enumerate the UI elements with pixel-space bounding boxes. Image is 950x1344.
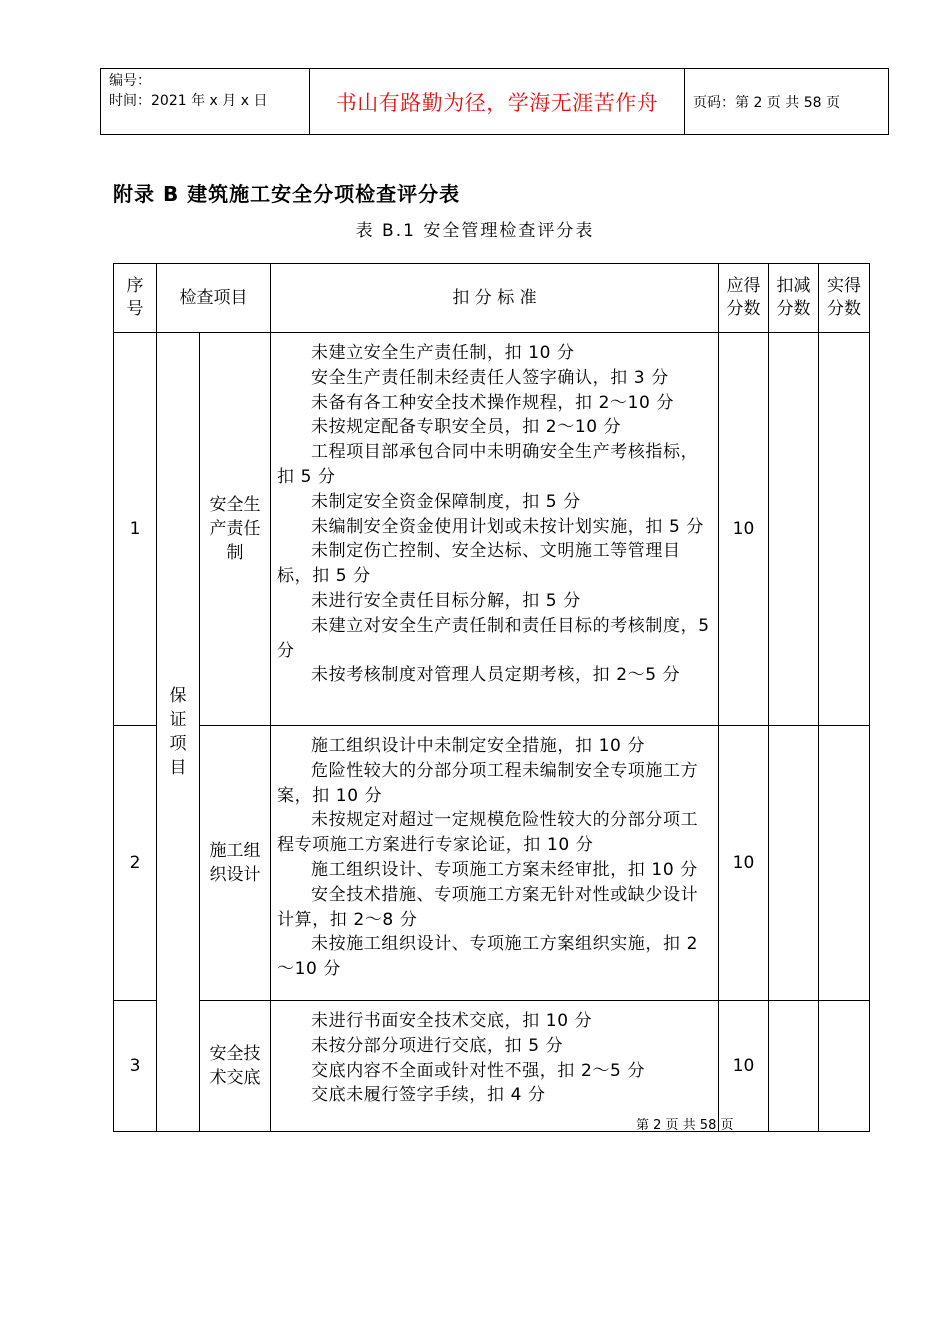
criteria-line: 未按规定对超过一定规模危险性较大的分部分项工程专项施工方案进行专家论证，扣 10 分 [277, 810, 699, 856]
row-due-score: 10 [719, 1001, 769, 1132]
criteria-line: 未编制安全资金使用计划或未按计划实施，扣 5 分 [311, 516, 705, 537]
col-due-score: 应得分数 [719, 264, 769, 333]
row-deduct-score [769, 1001, 819, 1132]
table-row [114, 333, 870, 726]
row-criteria [271, 1001, 719, 1132]
criteria-line: 未进行安全责任目标分解，扣 5 分 [311, 590, 581, 611]
criteria-line: 工程项目部承包合同中未明确安全生产考核指标，扣 5 分 [277, 442, 699, 487]
row-deduct-score [769, 333, 819, 726]
criteria-line: 未按分部分项进行交底，扣 5 分 [311, 1035, 564, 1056]
criteria-line: 施工组织设计中未制定安全措施，扣 10 分 [311, 736, 646, 756]
col-deduct-score: 扣减分数 [769, 264, 819, 333]
row-due-score: 10 [719, 726, 769, 1001]
row-item: 安全技术交底 [200, 1001, 271, 1132]
row-seq: 2 [114, 726, 157, 1001]
col-seq: 序号 [114, 264, 157, 333]
row-actual-score [819, 1001, 870, 1132]
criteria-line: 未按规定配备专职安全员，扣 2～10 分 [311, 417, 622, 438]
category-cell: 保证项目 [157, 333, 200, 1132]
table-title: 表 B.1 安全管理检查评分表 [355, 221, 595, 241]
table-row [114, 726, 870, 1001]
criteria-line: 未进行书面安全技术交底，扣 10 分 [311, 1011, 593, 1031]
row-seq: 1 [114, 333, 157, 726]
criteria-line: 安全技术措施、专项施工方案无针对性或缺少设计计算，扣 2～8 分 [277, 884, 699, 930]
criteria-line: 未制定伤亡控制、安全达标、文明施工等管理目标，扣 5 分 [277, 541, 681, 587]
col-check-item: 检查项目 [157, 264, 271, 333]
page-info: 页码：第 2 页 共 58 页 [685, 69, 889, 135]
criteria-line: 未建立对安全生产责任制和责任目标的考核制度，5 分 [277, 615, 710, 661]
appendix-title: 附录 B 建筑施工安全分项检查评分表 [113, 182, 461, 206]
row-item: 施工组织设计 [200, 726, 271, 1001]
page-footer: 第 2 页 共 58 页 [636, 1118, 734, 1133]
row-due-score: 10 [719, 333, 769, 726]
criteria-line: 安全生产责任制未经责任人签字确认，扣 3 分 [311, 367, 669, 388]
motto: 书山有路勤为径，学海无涯苦作舟 [310, 69, 685, 135]
criteria-line: 交底未履行签字手续，扣 4 分 [311, 1085, 546, 1106]
criteria-line: 交底内容不全面或针对性不强，扣 2～5 分 [311, 1060, 646, 1081]
number-label: 编号： [109, 73, 151, 89]
criteria-line: 施工组织设计、专项施工方案未经审批，扣 10 分 [311, 859, 698, 880]
time-label: 时间：2021 年 x 月 x 日 [109, 93, 268, 109]
criteria-line: 未按施工组织设计、专项施工方案组织实施，扣 2～10 分 [277, 934, 699, 980]
row-seq: 3 [114, 1001, 157, 1132]
row-criteria [271, 333, 719, 726]
criteria-line: 未按考核制度对管理人员定期考核，扣 2～5 分 [311, 665, 681, 686]
criteria-line: 危险性较大的分部分项工程未编制安全专项施工方案，扣 10 分 [277, 760, 699, 806]
row-actual-score [819, 333, 870, 726]
criteria-line: 未建立安全生产责任制，扣 10 分 [311, 343, 575, 363]
criteria-line: 未备有各工种安全技术操作规程，扣 2～10 分 [311, 392, 675, 413]
table-row [114, 1001, 870, 1132]
table-header-row [114, 264, 870, 333]
row-deduct-score [769, 726, 819, 1001]
row-actual-score [819, 726, 870, 1001]
row-item: 安全生产责任制 [200, 333, 271, 726]
col-criteria: 扣 分 标 准 [271, 264, 719, 333]
row-criteria [271, 726, 719, 1001]
score-table [113, 263, 870, 1132]
header-table [100, 68, 889, 135]
col-actual-score: 实得分数 [819, 264, 870, 333]
header-meta-cell [101, 69, 310, 135]
criteria-line: 未制定安全资金保障制度，扣 5 分 [311, 491, 581, 512]
